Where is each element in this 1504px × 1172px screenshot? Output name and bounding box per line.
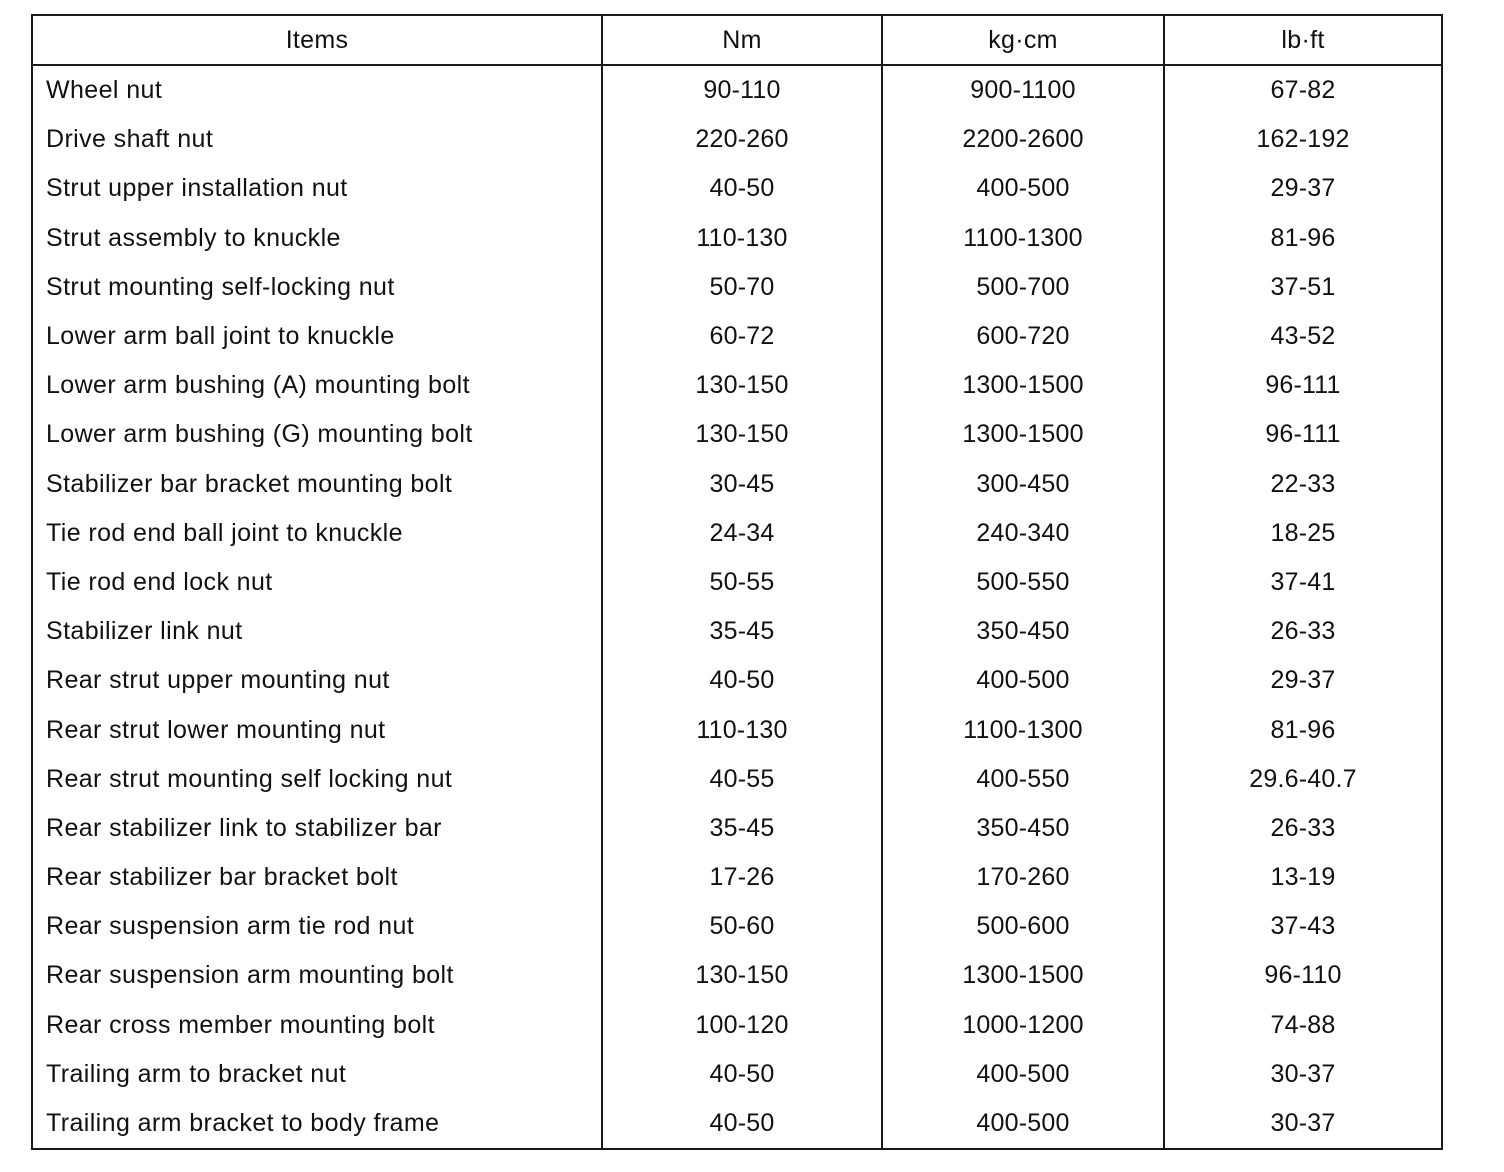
kgcm-cell: 900-1100: [882, 65, 1164, 115]
item-cell: Lower arm bushing (A) mounting bolt: [32, 361, 602, 410]
lbft-cell: 162-192: [1164, 115, 1442, 164]
table-row: [32, 902, 1442, 951]
nm-cell: 24-34: [602, 509, 882, 558]
header-lbft: lb·ft: [1164, 15, 1442, 65]
table-row: [32, 804, 1442, 853]
nm-cell: 40-50: [602, 1099, 882, 1149]
kgcm-cell: 1300-1500: [882, 951, 1164, 1000]
item-cell: Strut mounting self-locking nut: [32, 263, 602, 312]
item-cell: Strut upper installation nut: [32, 164, 602, 213]
table-header: [32, 15, 1442, 65]
nm-cell: 90-110: [602, 65, 882, 115]
nm-cell: 40-50: [602, 164, 882, 213]
nm-cell: 130-150: [602, 410, 882, 459]
nm-cell: 35-45: [602, 804, 882, 853]
table-row: [32, 214, 1442, 263]
nm-cell: 40-50: [602, 656, 882, 705]
item-cell: Lower arm ball joint to knuckle: [32, 312, 602, 361]
table-row: [32, 410, 1442, 459]
kgcm-cell: 400-550: [882, 755, 1164, 804]
item-cell: Trailing arm to bracket nut: [32, 1050, 602, 1099]
item-cell: Wheel nut: [32, 65, 602, 115]
kgcm-cell: 500-550: [882, 558, 1164, 607]
lbft-cell: 96-110: [1164, 951, 1442, 1000]
nm-cell: 35-45: [602, 607, 882, 656]
lbft-cell: 29.6-40.7: [1164, 755, 1442, 804]
kgcm-cell: 1100-1300: [882, 705, 1164, 754]
nm-cell: 100-120: [602, 1001, 882, 1050]
lbft-cell: 96-111: [1164, 410, 1442, 459]
lbft-cell: 29-37: [1164, 656, 1442, 705]
kgcm-cell: 1000-1200: [882, 1001, 1164, 1050]
header-nm: Nm: [602, 15, 882, 65]
nm-cell: 50-60: [602, 902, 882, 951]
torque-spec-table: [31, 14, 1443, 1150]
table-row: [32, 1050, 1442, 1099]
kgcm-cell: 2200-2600: [882, 115, 1164, 164]
item-cell: Rear suspension arm mounting bolt: [32, 951, 602, 1000]
item-cell: Drive shaft nut: [32, 115, 602, 164]
table-body: [32, 65, 1442, 1149]
nm-cell: 110-130: [602, 214, 882, 263]
table-row: [32, 558, 1442, 607]
kgcm-cell: 240-340: [882, 509, 1164, 558]
header-items: Items: [32, 15, 602, 65]
nm-cell: 130-150: [602, 361, 882, 410]
table-row: [32, 509, 1442, 558]
kgcm-cell: 600-720: [882, 312, 1164, 361]
kgcm-cell: 400-500: [882, 164, 1164, 213]
table-row: [32, 951, 1442, 1000]
item-cell: Trailing arm bracket to body frame: [32, 1099, 602, 1149]
lbft-cell: 18-25: [1164, 509, 1442, 558]
kgcm-cell: 1300-1500: [882, 410, 1164, 459]
lbft-cell: 37-43: [1164, 902, 1442, 951]
kgcm-cell: 1300-1500: [882, 361, 1164, 410]
item-cell: Lower arm bushing (G) mounting bolt: [32, 410, 602, 459]
lbft-cell: 37-51: [1164, 263, 1442, 312]
item-cell: Tie rod end lock nut: [32, 558, 602, 607]
lbft-cell: 26-33: [1164, 804, 1442, 853]
lbft-cell: 26-33: [1164, 607, 1442, 656]
table-row: [32, 361, 1442, 410]
table-row: [32, 263, 1442, 312]
item-cell: Rear stabilizer link to stabilizer bar: [32, 804, 602, 853]
table-row: [32, 164, 1442, 213]
nm-cell: 40-55: [602, 755, 882, 804]
table-row: [32, 853, 1442, 902]
kgcm-cell: 500-700: [882, 263, 1164, 312]
lbft-cell: 30-37: [1164, 1050, 1442, 1099]
nm-cell: 220-260: [602, 115, 882, 164]
lbft-cell: 30-37: [1164, 1099, 1442, 1149]
table-row: [32, 1001, 1442, 1050]
table-row: [32, 460, 1442, 509]
lbft-cell: 13-19: [1164, 853, 1442, 902]
nm-cell: 50-55: [602, 558, 882, 607]
nm-cell: 30-45: [602, 460, 882, 509]
lbft-cell: 96-111: [1164, 361, 1442, 410]
item-cell: Rear stabilizer bar bracket bolt: [32, 853, 602, 902]
item-cell: Tie rod end ball joint to knuckle: [32, 509, 602, 558]
lbft-cell: 81-96: [1164, 705, 1442, 754]
kgcm-cell: 500-600: [882, 902, 1164, 951]
kgcm-cell: 170-260: [882, 853, 1164, 902]
table-row: [32, 312, 1442, 361]
kgcm-cell: 400-500: [882, 1099, 1164, 1149]
table-row: [32, 115, 1442, 164]
nm-cell: 17-26: [602, 853, 882, 902]
lbft-cell: 43-52: [1164, 312, 1442, 361]
nm-cell: 130-150: [602, 951, 882, 1000]
kgcm-cell: 400-500: [882, 1050, 1164, 1099]
kgcm-cell: 1100-1300: [882, 214, 1164, 263]
item-cell: Rear suspension arm tie rod nut: [32, 902, 602, 951]
item-cell: Rear strut upper mounting nut: [32, 656, 602, 705]
table-row: [32, 705, 1442, 754]
lbft-cell: 74-88: [1164, 1001, 1442, 1050]
nm-cell: 110-130: [602, 705, 882, 754]
kgcm-cell: 400-500: [882, 656, 1164, 705]
table-row: [32, 65, 1442, 115]
item-cell: Rear strut lower mounting nut: [32, 705, 602, 754]
item-cell: Strut assembly to knuckle: [32, 214, 602, 263]
kgcm-cell: 350-450: [882, 607, 1164, 656]
table-row: [32, 656, 1442, 705]
kgcm-cell: 350-450: [882, 804, 1164, 853]
nm-cell: 60-72: [602, 312, 882, 361]
lbft-cell: 29-37: [1164, 164, 1442, 213]
header-kgcm: kg·cm: [882, 15, 1164, 65]
lbft-cell: 22-33: [1164, 460, 1442, 509]
item-cell: Stabilizer bar bracket mounting bolt: [32, 460, 602, 509]
kgcm-cell: 300-450: [882, 460, 1164, 509]
item-cell: Rear strut mounting self locking nut: [32, 755, 602, 804]
table-row: [32, 755, 1442, 804]
nm-cell: 50-70: [602, 263, 882, 312]
nm-cell: 40-50: [602, 1050, 882, 1099]
table-row: [32, 607, 1442, 656]
item-cell: Rear cross member mounting bolt: [32, 1001, 602, 1050]
lbft-cell: 37-41: [1164, 558, 1442, 607]
lbft-cell: 81-96: [1164, 214, 1442, 263]
header-row: [32, 15, 1442, 65]
lbft-cell: 67-82: [1164, 65, 1442, 115]
table-row: [32, 1099, 1442, 1149]
item-cell: Stabilizer link nut: [32, 607, 602, 656]
